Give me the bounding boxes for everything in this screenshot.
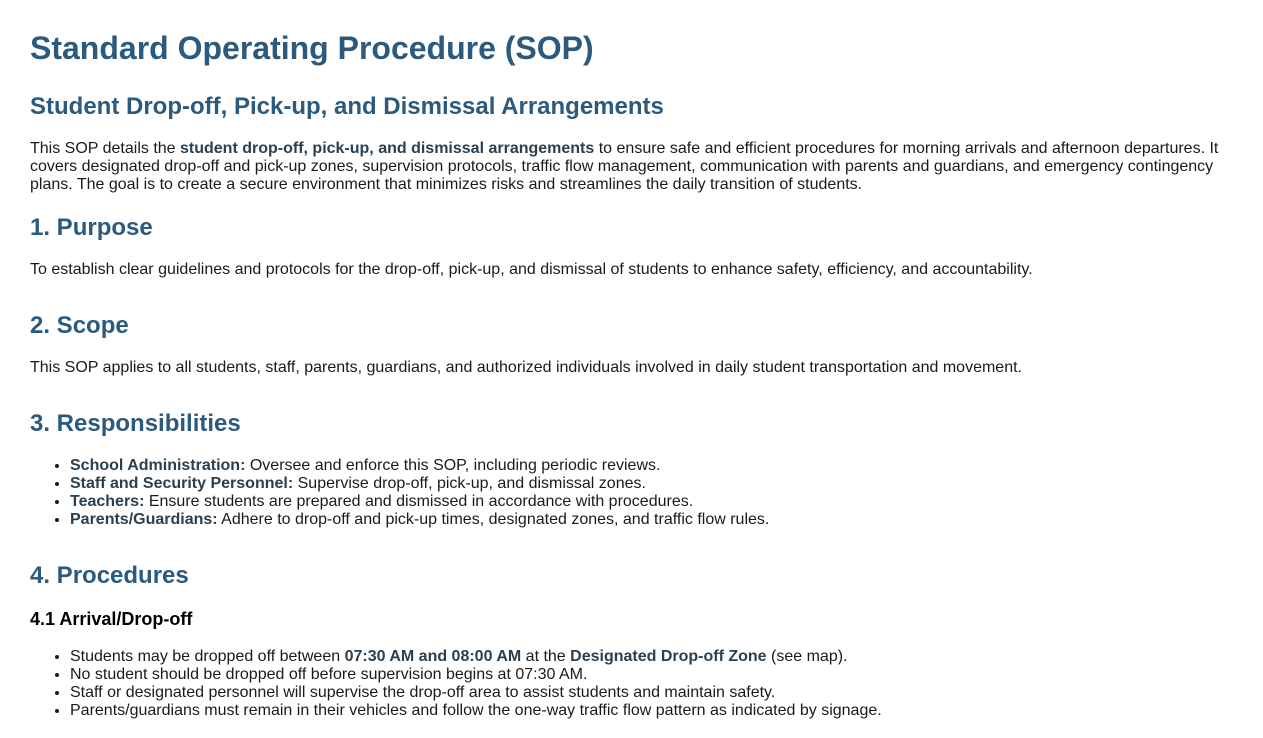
drop-off-zone-label: Designated Drop-off Zone (570, 648, 767, 665)
document (0, 27, 1263, 720)
section-heading-procedures: 4. Procedures (30, 562, 189, 589)
list-item (70, 493, 1233, 511)
page-title: Standard Operating Procedure (SOP) (30, 30, 594, 66)
page-subtitle: Student Drop-off, Pick-up, and Dismissal Arrangements (30, 93, 664, 120)
intro-text-start: This SOP details the (30, 140, 180, 157)
list-item (70, 511, 1233, 529)
arrival-text: at the (521, 648, 571, 665)
list-item (70, 457, 1233, 475)
arrival-list (30, 648, 1233, 720)
list-item: • Parents/guardians must remain in their vehicles and follow the one-way traffic flow pattern as indicated by signage. (70, 702, 1233, 720)
purpose-text: To establish clear guidelines and protocols for the drop-off, pick-up, and dismissal of students to enhance safety, efficiency, and accountability. (30, 261, 1033, 278)
intro-text-end: to ensure safe and efficient procedures for morning arrivals and afternoon departures. It covers designated drop-off and pick-up zones, supervision protocols, traffic flow management, communication with parents and guardians, and emergency contingency plans. The goal is to create a secure environment that minimizes risks and streamlines the daily transition of students. (30, 140, 1219, 193)
role-label: Staff and Security Personnel: (70, 475, 294, 492)
arrival-text: (see map). (766, 648, 848, 665)
list-item (70, 475, 1233, 493)
section-heading-purpose: 1. Purpose (30, 214, 153, 241)
scope-text: This SOP applies to all students, staff, parents, guardians, and authorized individuals involved in daily student transportation and movement. (30, 359, 1022, 376)
section-heading-responsibilities: 3. Responsibilities (30, 410, 241, 437)
list-item: • No student should be dropped off before supervision begins at 07:30 AM. (70, 666, 1233, 684)
section-heading-scope: 2. Scope (30, 312, 129, 339)
role-label: Parents/Guardians: (70, 511, 218, 528)
intro-emphasis: student drop-off, pick-up, and dismissal arrangements (180, 140, 595, 157)
arrival-text: Students may be dropped off between (70, 648, 345, 665)
role-description: Oversee and enforce this SOP, including periodic reviews. (245, 457, 661, 474)
list-item: • Staff or designated personnel will supervise the drop-off area to assist students and maintain safety. (70, 684, 1233, 702)
intro-paragraph (30, 140, 1233, 194)
arrival-time-range: 07:30 AM and 08:00 AM (344, 648, 522, 665)
role-description: Ensure students are prepared and dismissed in accordance with procedures. (144, 493, 694, 510)
responsibilities-list (30, 457, 1233, 529)
role-label: Teachers: (70, 493, 145, 510)
role-label: School Administration: (70, 457, 246, 474)
role-description: Supervise drop-off, pick-up, and dismissal zones. (293, 475, 646, 492)
list-item (70, 648, 1233, 666)
role-description: Adhere to drop-off and pick-up times, designated zones, and traffic flow rules. (217, 511, 770, 528)
subsection-heading-arrival: 4.1 Arrival/Drop-off (30, 609, 193, 629)
